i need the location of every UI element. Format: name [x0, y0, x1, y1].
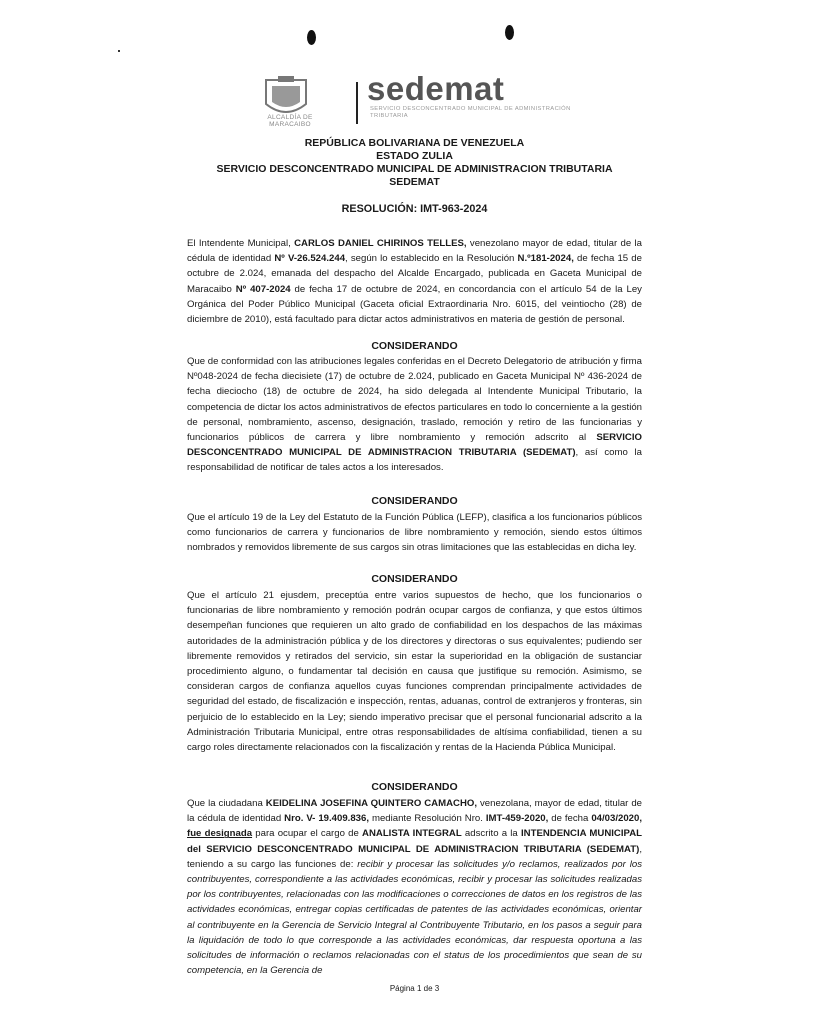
title-line-1: REPÚBLICA BOLIVARIANA DE VENEZUELA: [304, 137, 525, 149]
letterhead-divider: [356, 82, 358, 124]
section-1-heading: CONSIDERANDO: [371, 340, 458, 352]
document-title: [187, 137, 642, 189]
brand-logo: sedemat: [367, 70, 505, 107]
letterhead: [230, 72, 630, 132]
section-3-paragraph: Que el artículo 21 ejusdem, preceptúa entre varios supuestos de hecho, que los funcionarios o funcionarias de libre nombramiento y remoción podrán ocupar cargos de confianza, y que estos últimos desempeñan funciones que requieren un alto grado de confiabilidad en los despachos de las máximas autoridades de la administración pública y de los directores y directoras o sus equivalentes; pudiendo ser libremente removidos y retirados del servicio, sin estar la superioridad en la obligación de sustanciar procedimiento alguno, o fundamentar tal decisión en causa que justifique su remoción. Asimismo, se consideran cargos de confianza aquellos cuyas funciones comprendan principalmente actividades de seguridad del estado, de fiscalización e inspección, rentas, aduanas, control de extranjeros y fronteras, sin perjuicio de lo establecido en la Ley; siendo imperativo precisar que el personal funcionarial adscrito a la Administración Tributaria Municipal, entre otras responsabilidades de altísima confiabilidad, tienen a su cargo roles directamente relacionados con la fiscalización y rentas de la Hacienda Pública Municipal.: [187, 590, 642, 754]
scan-speck: [118, 50, 120, 52]
section-1-paragraph: Que de conformidad con las atribuciones legales conferidas en el Decreto Delegatorio de atribución y firma Nº048-2024 de fecha diecisiete (17) de octubre de 2.024, publicado en Gaceta Municipal Nº 436-2024 de fecha dieciocho (18) de octubre de 2024, ha sido delegada al Intendente Municipal Tributario, la competencia de dictar los actos administrativos de efectos particulares en todo lo concerniente a la gestión de personal, nombramiento, ascenso, designación, traslado, remoción y retiro de las funcionarias y funcionarios públicos de carrera y libre nombramiento y remoción adscrito al SERVICIO DESCONCENTRADO MUNICIPAL DE ADMINISTRACION TRIBUTARIA (SEDEMAT), así como la responsabilidad de notificar de tales actos a los interesados.: [187, 356, 642, 474]
brand-tagline: SERVICIO DESCONCENTRADO MUNICIPAL DE ADMINISTRACIÓN TRIBUTARIA: [370, 106, 571, 119]
resolution-number: RESOLUCIÓN: IMT-963-2024: [341, 203, 488, 215]
title-line-2: ESTADO ZULIA: [376, 150, 453, 162]
section-4-heading: CONSIDERANDO: [371, 781, 458, 793]
intro-paragraph: El Intendente Municipal, CARLOS DANIEL CHIRINOS TELLES, venezolano mayor de edad, titular de la cédula de identidad Nº V-26.524.244, según lo establecido en la Resolución N.º181-2024, de fecha 15 de octubre de 2.024, emanada del despacho del Alcalde Encargado, publicada en Gaceta Municipal de Maracaibo Nº 407-2024 de fecha 17 de octubre de 2024, en concordancia con el artículo 54 de la Ley Orgánica del Poder Público Municipal (Gaceta oficial Extraordinaria Nro. 6015, del veintiocho (28) de diciembre de 2010), está facultado para dictar actos administrativos en materia de gestión de personal.: [187, 238, 642, 326]
punch-hole-right: [505, 25, 514, 40]
punch-hole-left: [307, 30, 316, 45]
seal-caption: ALCALDÍA DE MARACAIBO: [267, 114, 313, 128]
title-line-3: SERVICIO DESCONCENTRADO MUNICIPAL DE ADMINISTRACION TRIBUTARIA: [216, 163, 613, 175]
section-2-heading: CONSIDERANDO: [371, 495, 458, 507]
section-2-paragraph: Que el artículo 19 de la Ley del Estatuto de la Función Pública (LEFP), clasifica a los funcionarios públicos como funcionarios de carrera y funcionarios de libre nombramiento y remoción, siendo estos últimos nombrados y removidos libremente de sus cargos sin otras limitaciones que las establecidas en dicha ley.: [187, 512, 642, 554]
section-4-paragraph: Que la ciudadana KEIDELINA JOSEFINA QUINTERO CAMACHO, venezolana, mayor de edad, titular de la cédula de identidad Nro. V- 19.409.836, mediante Resolución Nro. IMT-459-2020, de fecha 04/03/2020, fue designada para ocupar el cargo de ANALISTA INTEGRAL adscrito a la INTENDENCIA MUNICIPAL del SERVICIO DESCONCENTRADO MUNICIPAL DE ADMINISTRACION TRIBUTARIA (SEDEMAT), teniendo a su cargo las funciones de: recibir y procesar las solicitudes y/o reclamos, realizados por los contribuyentes, correspondiente a las actividades económicas, recibir y procesar las solicitudes realizadas por los contribuyentes, relacionadas con las modificaciones o correcciones de datos en los registros de las actividades económicas, entregar copias certificadas de patentes de las actividades económicas, orientar al contribuyente en la Gerencia de Servicio Integral al Contribuyente Tributario, en los pasos a seguir para la liquidación de todo lo que corresponde a las actividades económicas, dar respuesta oportuna a las solicitudes de información o reclamos relacionadas con el status de los procedimientos que sean de su competencia, en la Gerencia de: [187, 798, 642, 977]
page-number: Página 1 de 3: [389, 984, 440, 993]
title-line-4: SEDEMAT: [389, 176, 440, 188]
section-3-heading: CONSIDERANDO: [371, 573, 458, 585]
